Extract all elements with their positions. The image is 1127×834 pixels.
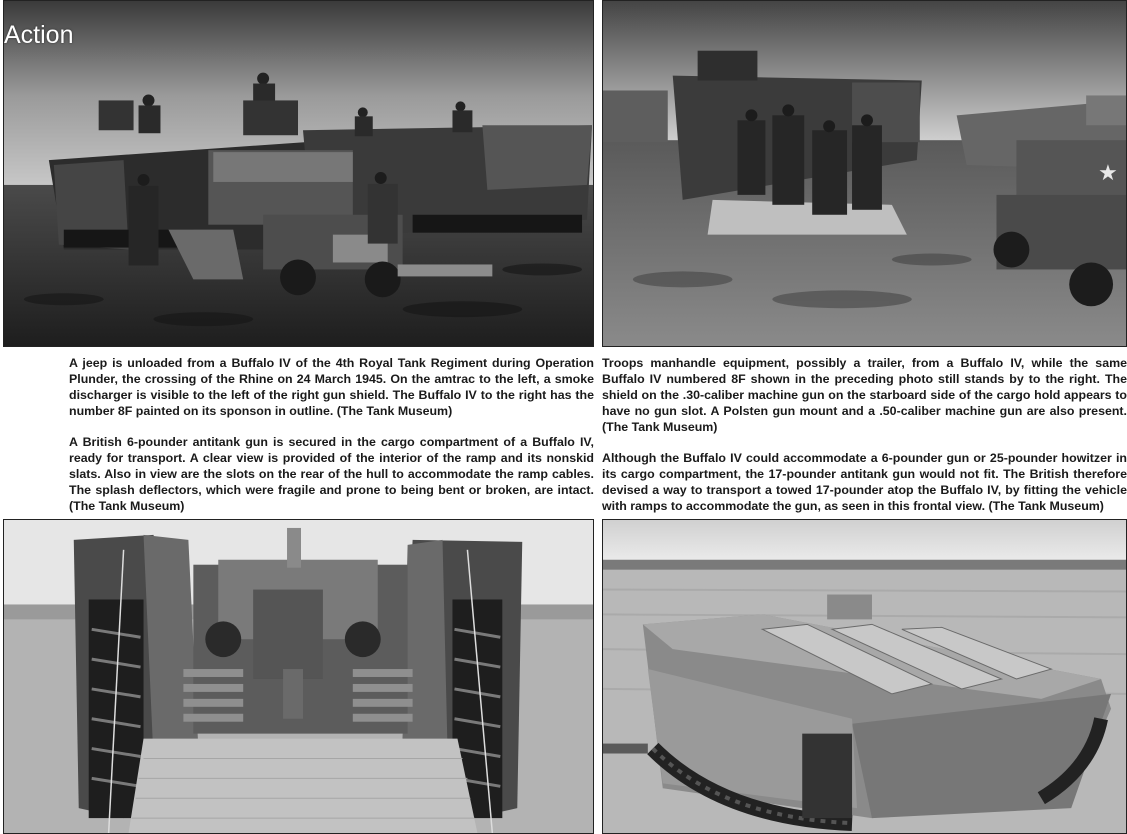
photo-buffalo-ramps-frontal	[602, 519, 1127, 834]
caption-bottom-right: Although the Buffalo IV could accommodate a 6-pounder gun or 25-pounder howitzer in its cargo compartment, the 17-pounder antitank gun would not fit. The British therefore devised a way to transport a towed 17-pounder atop the Buffalo IV, by fitting the vehicle with ramps to accommodate the gun, as seen in this frontal view. (The Tank Museum)	[602, 451, 1127, 513]
photo-antitank-gun-cargo	[3, 519, 594, 834]
star-insignia-icon: ★	[1098, 160, 1118, 186]
photo-jeep-unloading	[3, 0, 594, 347]
photo-troops-manhandling	[602, 0, 1127, 347]
caption-top-left: A jeep is unloaded from a Buffalo IV of the 4th Royal Tank Regiment during Operation Plunder, the crossing of the Rhine on 24 March 1945. On the amtrac to the left, a smoke discharger is visible to the left of the right gun shield. The Buffalo IV to the right has the number 8F painted on its sponson in outline. (The Tank Museum)	[69, 356, 594, 418]
page-header-title: Action	[4, 21, 74, 49]
caption-top-right: Troops manhandle equipment, possibly a trailer, from a Buffalo IV, while the same Buffalo IV numbered 8F shown in the preceding photo still stands by to the right. The shield on the .30-caliber machine gun on the starboard side of the cargo hold appears to have no gun slot. A Polsten gun mount and a .50-caliber machine gun are also present. (The Tank Museum)	[602, 356, 1127, 434]
caption-bottom-left: A British 6-pounder antitank gun is secured in the cargo compartment of a Buffalo IV, ready for transport. A clear view is provided of the interior of the ramp and its nonskid slats. Also in view are the slots on the rear of the hull to accommodate the ramp cables. The splash deflectors, which were fragile and prone to being bent or broken, are intact. (The Tank Museum)	[69, 435, 594, 513]
